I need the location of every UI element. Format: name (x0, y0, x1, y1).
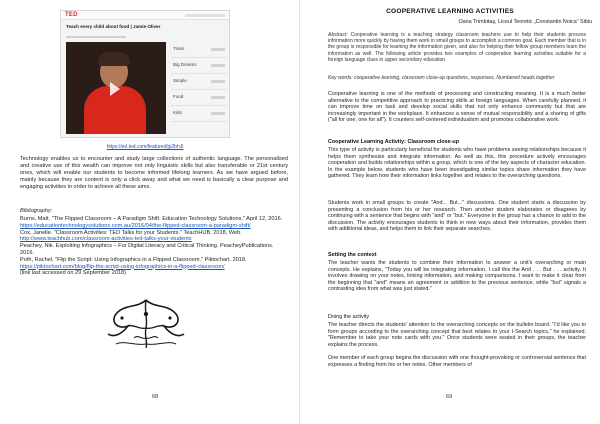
video-thumbnail (66, 42, 166, 134)
bibliography-link[interactable]: https://piktochart.com/blog/flip-the-script-using-infographics-in-a-flipped-classroom/ (20, 263, 225, 270)
abstract-label: Abstract: (328, 32, 348, 38)
section-paragraph: This type of activity is particularly beneficial for students who have problems seeing relationships because it helps them synthesize and integrate information. As well as this, this procedure actively encourages cooperation and builds relationships within a group, which is one of the key aspects of character education. In the example below, students who have been investigating similar topics share information they have gathered. They learn how their information links together and relates to the overarching questions. (328, 147, 586, 180)
abstract-text: Cooperative learning is a teaching strategy classroom teachers use to help their students process information more quickly by having them work in small groups to accomplish a common goal. Each member that is in the group is responsible for learning the information given, and also for helping their fellow group members learn the information as well. The following article provides two examples of cooperative learning activities suitable for a foreign language class in upper secondary education. (328, 32, 586, 63)
bibliography-entry: Peachey, Nik. Exploiting Infographics – For Digital Literacy and Critical Thinking. PeacheyPublications. 2016. (20, 243, 274, 256)
bibliography-entry: Burns, Matt. "The Flipped Classroom – A Paradigm Shift. Education Technology Solutions." April 12, 2016. https://educationtechnologysolutions.com.au/2016/04/the-flipped-classroom-a-paradigm-shift/ (20, 216, 283, 229)
ted-screenshot-image (60, 10, 230, 138)
keywords: Key words: cooperative learning, classroom close-up questions, responses, Numbered heads together (328, 75, 555, 81)
section-heading: Doing the activity (328, 314, 370, 320)
site-nav-placeholder (185, 14, 225, 17)
related-item-label: Simple (173, 78, 187, 83)
related-list-item (171, 58, 227, 74)
intro-paragraph: Cooperative learning is one of the methods of processing and constructing meaning. It is a much better alternative to the competitive approach to practicing skills at foreign languages. When carefully planned, it can improve time on task and develop social skills that not only enhance community but that are increasingly important in the workplace. It enhances a sense of mutual responsibility and a sharing of gifts ("all for one, one for all"). It counters self-centered individualism and promotes collaborative work. (328, 91, 586, 124)
section-paragraph: The teacher wants the students to combine their information to answer a unit's overarching or main concepts. He explains, "Today you will be integrating information. I call this the And . . . But . . . activity. It involves drawing on your notes, linking information, and making comparisons. I want to make it clear from the beginning that "and" means an agreement or addition to the previous sentence, while "but" signals a contrasting idea from what was just stated." (328, 260, 586, 293)
image-source-link[interactable]: https://ed.ted.com/featured/jp2bhJi (106, 144, 184, 150)
speaker-hair (98, 52, 130, 66)
section-heading: Setting the context (328, 252, 377, 258)
play-icon (110, 82, 120, 96)
bibliography-link[interactable]: http://www.teachhub.com/classroom-activities-ted-talks-your-students (20, 236, 192, 243)
article-title: COOPERATIVE LEARNING ACTIVITIES (386, 8, 514, 15)
page-number: 69 (446, 394, 453, 400)
section-paragraph: One member of each group begins the discussion with one thought-provoking or controversial sentence that expresses a finding from his or her notes. Other members of (328, 355, 586, 368)
section-paragraph: The teacher directs the students' attention to the overarching concepts on the bulletin board. "I'd like you to form groups according to the overarching concept that best relates to your I-Search topics," he explained. "Remember to take your note cards with you." Once students were seated in their groups, the teacher explains the process. (328, 322, 586, 348)
section-paragraph: Students work in small groups to create "And... But..." discussions. One student starts a discussion by presenting a conclusion from his or her research. Then another student elaborates or disagrees by continuing with a sentence that begins with "and" or "but." Everyone in the group has a chance to add to the discussion. The activity encourages students to think in new ways about their information, provides them with additional ideas, and helps them to link their separate searches. (328, 200, 586, 233)
ted-logo: TED (65, 12, 78, 18)
related-list (171, 42, 227, 122)
article-author: Oana Trimbitaş, Liceul Teoretic „Constantin Noica” Sibiu (458, 19, 592, 25)
related-list-item (171, 42, 227, 58)
related-list-item (171, 90, 227, 106)
video-headline: Teach every child about food | Jamie Oliver (66, 24, 161, 29)
bibliography-entry: Poth, Rachel. "Flip the Script: Using Infographics in a Flipped Classroom." Piktochart. 2018. https://piktochart.com/blog/flip-the-script-using-infographics-in-a-flipped-classroom/ (20, 256, 247, 270)
related-item-label: Big Dreams (173, 62, 197, 67)
body-paragraph: Technology enables us to encounter and study large collections of authentic language. The personalised and creative use of this wealth can improve not only linguistic skills but also transferable or 21st century ones, which will enable our students to become informed lifelong learners. As we have argued before, mainly because they are content is only a click away and what we need is basically a clear purpose and engaging activities in order to achieve all these aims. (20, 156, 288, 190)
video-meta-line (66, 36, 126, 38)
section-heading: Cooperative Learning Activity: Classroom close-up (328, 139, 460, 145)
bibliography-note: (link last accessed on 29 September 2018) (20, 270, 127, 277)
right-page (300, 0, 600, 424)
bibliography-list (20, 216, 288, 277)
abstract (328, 32, 586, 63)
related-list-item (171, 74, 227, 90)
page-number: 68 (152, 394, 159, 400)
related-item-label: Food (173, 94, 184, 99)
bibliography-link[interactable]: https://educationtechnologysolutions.com.au/2016/04/the-flipped-classroom-a-paradigm-shift/ (20, 222, 251, 229)
ted-site-header (61, 11, 229, 20)
related-list-item (171, 106, 227, 122)
bibliography-entry: Cox, Janelle. "Classroom Activities: TED Talks for your Students." TeachHUB, 2018, Web. http://www.teachhub.com/classroom-activities-ted-talks-your-students (20, 229, 242, 243)
flourish-ornament-icon (104, 294, 188, 350)
bibliography-heading: Bibliography: (20, 208, 53, 214)
related-item-label: Trans (173, 46, 185, 51)
related-item-label: Kids (173, 110, 182, 115)
